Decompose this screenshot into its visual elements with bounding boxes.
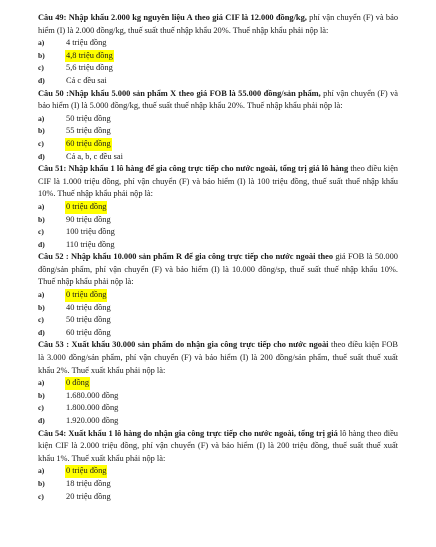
option-text: 100 triệu đồng (66, 227, 115, 237)
question-text (38, 339, 398, 377)
answer-option (38, 478, 398, 491)
document-page (38, 12, 398, 503)
highlighted-answer: 0 đồng (65, 377, 90, 390)
answer-option (38, 314, 398, 327)
answer-option (38, 113, 398, 126)
option-label: d) (38, 75, 45, 85)
option-text: 1.800.000 đồng (66, 403, 119, 413)
option-label: c) (38, 138, 44, 148)
question-block (38, 428, 398, 504)
option-label: b) (38, 390, 45, 400)
highlighted-answer: 0 triệu đồng (65, 201, 107, 214)
answer-option (38, 37, 398, 50)
question-text (38, 428, 398, 466)
option-label: c) (38, 227, 44, 237)
option-label: a) (38, 38, 45, 48)
option-label: a) (38, 290, 45, 300)
question-block (38, 251, 398, 339)
option-text: 4 triệu đồng (66, 38, 107, 48)
answer-option (38, 151, 398, 164)
option-text: 110 triệu đồng (66, 239, 115, 249)
answer-option (38, 302, 398, 315)
question-heading: Câu 50 :Nhập khẩu 5.000 sản phẩm X theo giá FOB là 55.000 đồng/sản phẩm, (38, 88, 321, 98)
question-heading: Câu 54: Xuất khẩu 1 lô hàng do nhận gia công trực tiếp cho nước ngoài, tổng trị giá (38, 428, 338, 438)
highlighted-answer: 60 triệu đồng (65, 138, 112, 151)
question-heading: Câu 53 : Xuất khẩu 30.000 sản phẩm do nhận gia công trực tiếp cho nước ngoài (38, 340, 329, 350)
question-body: giá FOB là 50.000 đồng/sản phẩm, phí vận chuyển (F) và bảo hiểm (I) là 10.000 đồng/sp, thuế suất thuế nhập khẩu 10%. Thuế nhập khẩu phải nộp là: (38, 252, 398, 287)
question-body: phí vận chuyển (F) và bảo hiểm (I) là 2.000 đồng/kg, thuế suất thuế nhập khẩu 20%. Thuế nhập khẩu phải nộp là: (38, 13, 399, 35)
option-label: c) (38, 491, 44, 501)
option-text: 90 triệu đồng (66, 214, 111, 224)
option-label: b) (38, 214, 45, 224)
answer-option (38, 50, 398, 63)
highlighted-answer: 0 triệu đồng (65, 465, 107, 478)
option-label: d) (38, 416, 45, 425)
option-label: c) (38, 315, 44, 325)
question-body: theo điều kiện CIF là 1.000 triệu đồng, phí vận chuyển (F) và bảo hiểm (I) là 100 triệu đồng, thuế suất thuế nhập khẩu 10%. Thuế nhập khẩu phải nộp là: (38, 164, 398, 199)
question-text (38, 12, 398, 37)
option-text: 1.920.000 đồng (66, 416, 119, 425)
answer-option (38, 214, 398, 227)
option-label: a) (38, 201, 45, 211)
question-block (38, 88, 398, 164)
highlighted-answer: 0 triệu đồng (65, 289, 107, 302)
option-label: c) (38, 63, 44, 73)
question-text (38, 251, 398, 289)
question-body: theo điều kiện FOB là 3.000 đồng/sản phẩm, phí vận chuyển (F) và bảo hiểm (I) là 200 đồng/sản phẩm, thuế suất thuế xuất khẩu 2%. Thuế xuất khẩu phải nộp là: (38, 340, 398, 375)
answer-option (38, 327, 398, 340)
option-label: b) (38, 50, 45, 60)
option-text: Cả c đều sai (66, 75, 107, 85)
question-heading: Câu 52 : Nhập khẩu 10.000 sản phẩm R để gia công trực tiếp cho nước ngoài theo (38, 252, 334, 262)
option-text: 18 triệu đồng (66, 478, 111, 488)
option-text: 20 triệu đồng (66, 491, 111, 501)
answer-option (38, 75, 398, 88)
option-text: Cả a, b, c đều sai (66, 151, 123, 161)
option-label: b) (38, 478, 45, 488)
answer-option (38, 289, 398, 302)
option-label: c) (38, 403, 44, 413)
answer-option (38, 377, 398, 390)
answer-option (38, 491, 398, 504)
question-heading: Câu 49: Nhập khẩu 2.000 kg nguyên liệu A theo giá CIF là 12.000 đồng/kg, (38, 13, 307, 22)
option-label: d) (38, 151, 45, 161)
option-text: 50 triệu đồng (66, 315, 111, 325)
option-text: 40 triệu đồng (66, 302, 111, 312)
answer-option (38, 62, 398, 75)
question-heading: Câu 51: Nhập khẩu 1 lô hàng để gia công trực tiếp cho nước ngoài, tổng trị giá lô hàng (38, 164, 349, 174)
answer-option (38, 402, 398, 415)
answer-option (38, 138, 398, 151)
option-text: 55 triệu đồng (66, 126, 111, 136)
question-block (38, 12, 398, 88)
highlighted-answer: 4,8 triệu đồng (65, 50, 114, 63)
option-label: d) (38, 327, 45, 337)
option-text: 5,6 triệu đồng (66, 63, 113, 73)
question-block (38, 339, 398, 427)
option-text: 50 triệu đồng (66, 113, 111, 123)
option-label: b) (38, 126, 45, 136)
answer-option (38, 226, 398, 239)
option-label: d) (38, 239, 45, 249)
answer-option (38, 239, 398, 252)
option-label: a) (38, 113, 45, 123)
question-text (38, 163, 398, 201)
question-body: lô hàng theo điều kiện CIF là 2.000 triệu đồng, phí vận chuyển (F) và bảo hiểm (I) là 200 triệu đồng, thuế suất thuế xuất khẩu 1%. Thuế xuất khẩu phải nộp là: (38, 428, 398, 463)
answer-option (38, 465, 398, 478)
question-body: phí vận chuyển (F) và bảo hiểm (I) là 5.000 đồng/kg, thuế suất thuế nhập khẩu 20%. Thuế nhập khẩu phải nộp là: (38, 88, 398, 111)
option-label: a) (38, 466, 45, 476)
answer-option (38, 125, 398, 138)
option-text: 60 triệu đồng (66, 327, 111, 337)
answer-option (38, 201, 398, 214)
question-block (38, 163, 398, 251)
answer-option (38, 415, 398, 428)
option-text: 1.680.000 đồng (66, 390, 119, 400)
answer-option (38, 390, 398, 403)
option-label: a) (38, 378, 45, 388)
question-text (38, 88, 398, 113)
option-label: b) (38, 302, 45, 312)
